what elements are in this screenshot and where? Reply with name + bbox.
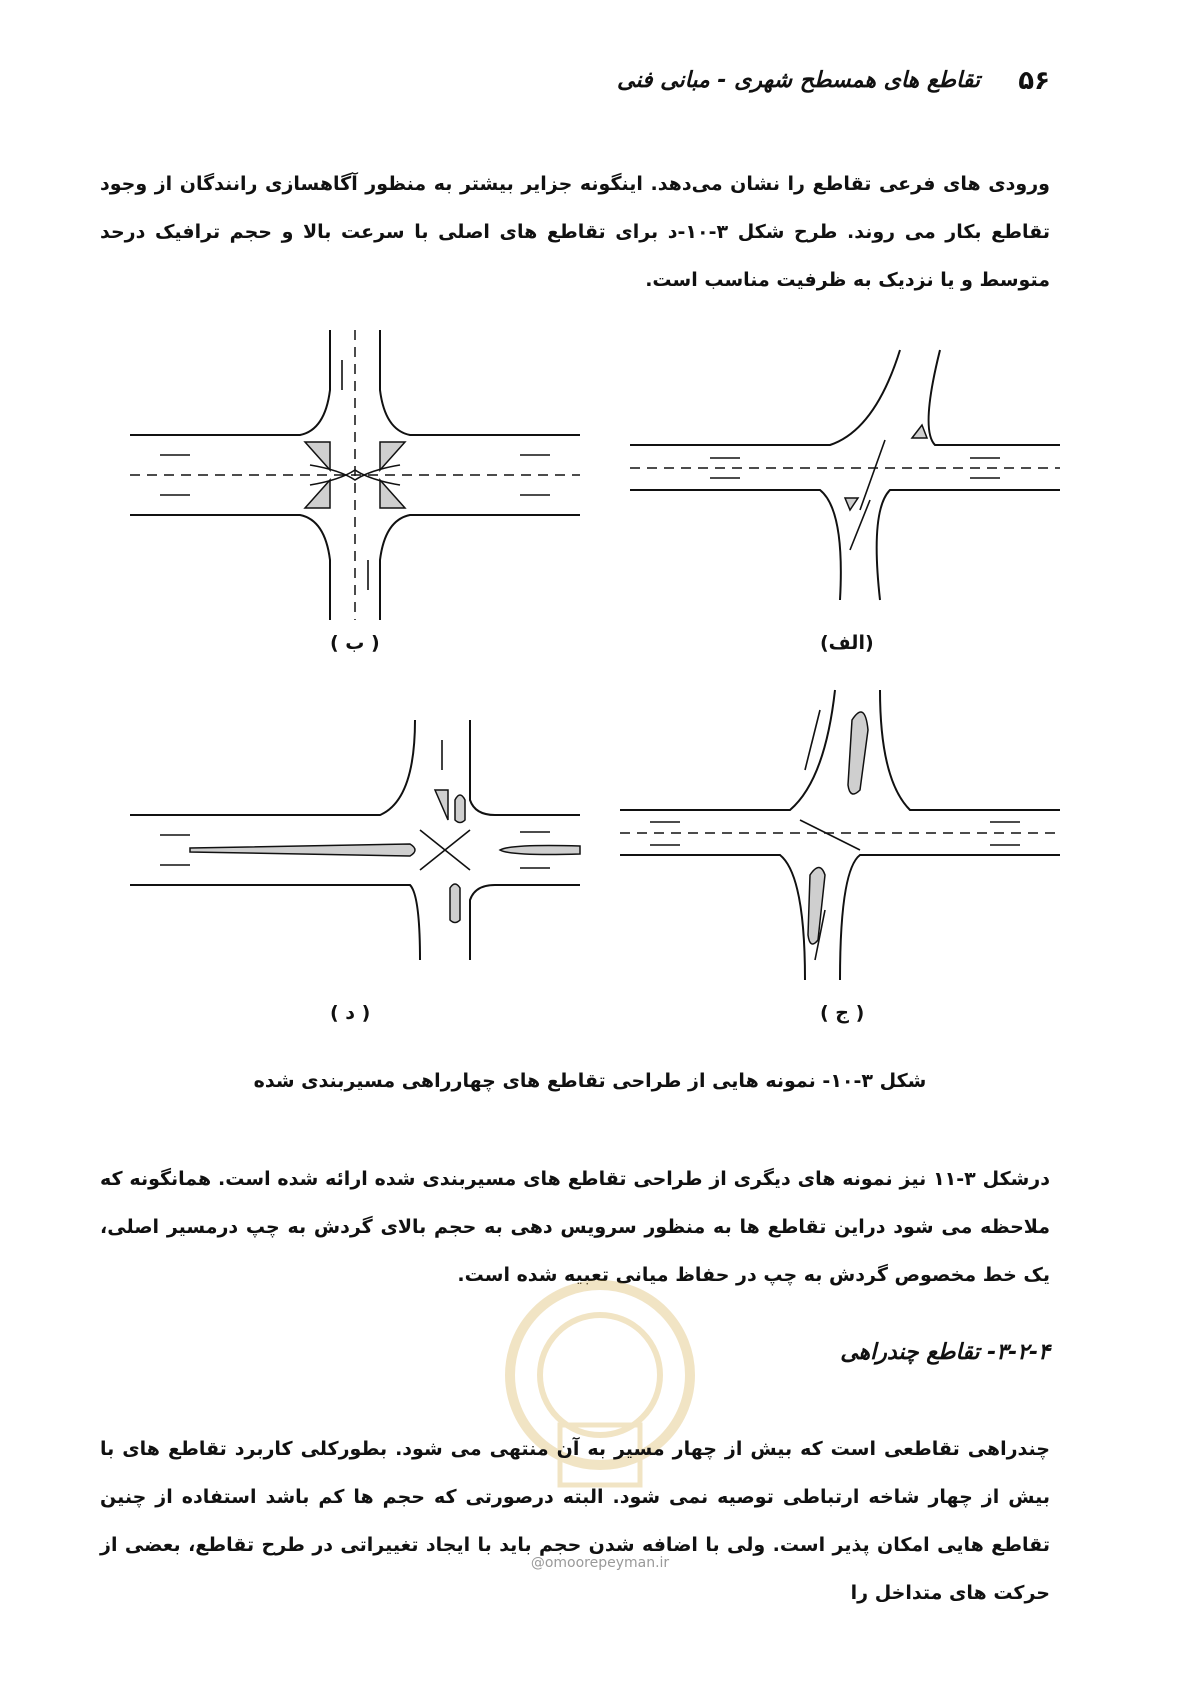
page-header [617, 66, 1050, 106]
figure-caption: شکل ۳-۱۰- نمونه هایی از طراحی تقاطع های چهارراهی مسیربندی شده [253, 1070, 927, 1092]
watermark-text: @omoorepeyman.ir [530, 1555, 670, 1571]
section-heading: ۳-۲-۴- تقاطع چندراهی [840, 1340, 1050, 1365]
figure-c-intersection [620, 690, 1060, 980]
page-number: ۵۶ [1018, 66, 1050, 96]
figure-a-intersection [630, 350, 1060, 600]
figure-c-label: ( ج ) [820, 1002, 865, 1024]
figure-b-label: ( ب ) [330, 632, 380, 654]
paragraph-multileg: چندراهی تقاطعی است که بیش از چهار مسیر به آن منتهی می شود. بطورکلی کاربرد تقاطع های با بیش از چهار شاخه ارتباطی توصیه نمی شود. البته درصورتی که حجم ها کم باشد استفاده از چنین تقاطع هایی امکان پذیر است. ولی با اضافه شدن حجم باید با ایجاد تغییراتی در طرح تقاطع، بعضی از حرکت های متداخل را [100, 1438, 1050, 1604]
paragraph-intro: ورودی های فرعی تقاطع را نشان می‌دهد. اینگونه جزایر بیشتر به منظور آگاهسازی رانندگان از وجود تقاطع بکار می روند. طرح شکل ۳-۱۰-د برای تقاطع های اصلی با سرعت بالا و حجم ترافیک درحد متوسط و یا نزدیک به ظرفیت مناسب است. [100, 173, 1050, 291]
figure-a-label: (الف) [820, 632, 874, 654]
figure-b-intersection [130, 330, 580, 620]
figure-d-intersection [130, 720, 580, 980]
running-title: تقاطع های همسطح شهری - مبانی فنی [617, 68, 980, 93]
paragraph-figure-11: درشکل ۳-۱۱ نیز نمونه های دیگری از طراحی تقاطع های مسیربندی شده ارائه شده است. همانگونه که ملاحظه می شود دراین تقاطع ها به منظور سرویس دهی به حجم بالای گردش به چپ درمسیر اصلی، یک خط مخصوص گردش به چپ در حفاظ میانی تعبیه شده است. [100, 1168, 1050, 1286]
figure-d-label: ( د ) [330, 1002, 371, 1024]
